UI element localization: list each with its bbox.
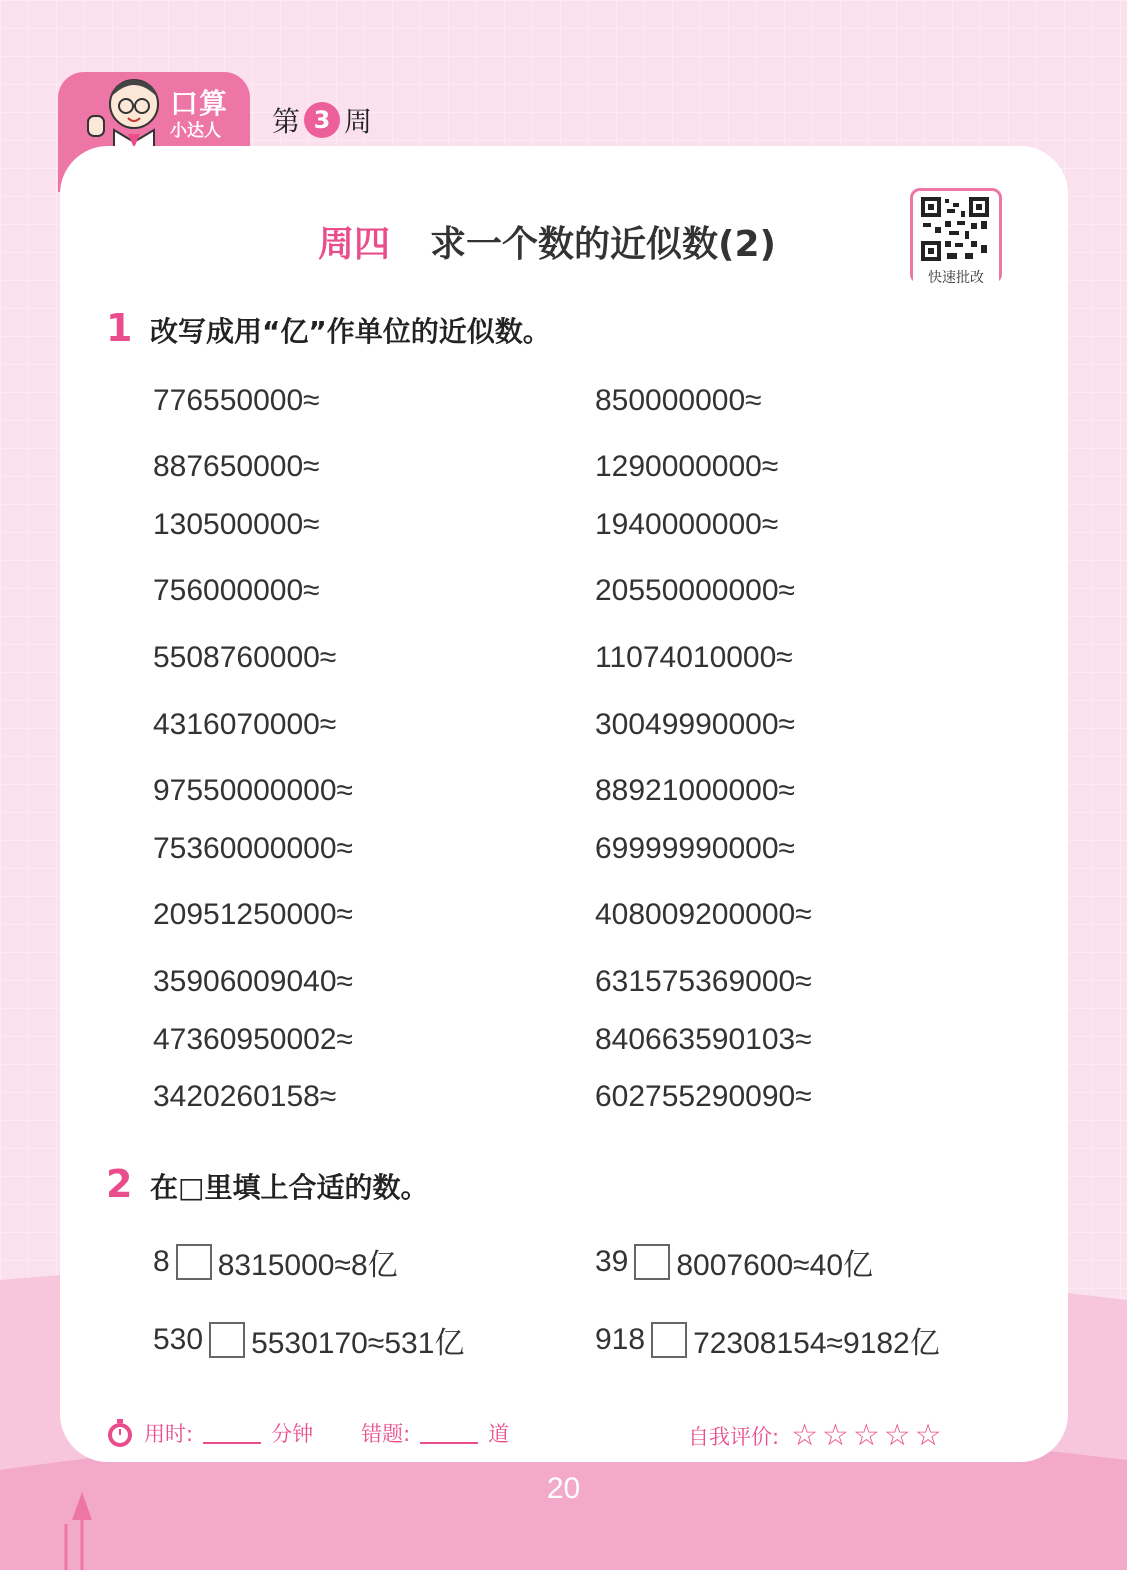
title-day: 周四 — [318, 224, 391, 265]
expr-right-4[interactable]: 20550000000≈ — [595, 574, 795, 607]
self-eval-label: 自我评价: — [688, 1424, 780, 1449]
expr-right-11[interactable]: 840663590103≈ — [595, 1023, 812, 1056]
expr-left-1[interactable]: 776550000≈ — [153, 384, 320, 417]
answer-box[interactable] — [651, 1322, 687, 1358]
answer-box[interactable] — [209, 1322, 245, 1358]
question-2-instruction: 在□里填上合适的数。 — [150, 1171, 429, 1204]
fill-item-4 — [595, 1318, 940, 1362]
answer-box[interactable] — [176, 1244, 212, 1280]
question-1-number: 1 — [106, 306, 133, 350]
week-suffix: 周 — [344, 105, 373, 138]
rating-stars[interactable]: ☆☆☆☆☆ — [791, 1418, 946, 1453]
qr-label: 快速批改 — [913, 267, 999, 287]
expr-right-3[interactable]: 1940000000≈ — [595, 508, 779, 541]
expr-right-5[interactable]: 11074010000≈ — [595, 641, 793, 674]
expr-left-12[interactable]: 3420260158≈ — [153, 1080, 337, 1113]
fill-item-prefix: 39 — [595, 1245, 629, 1278]
expr-left-3[interactable]: 130500000≈ — [153, 508, 320, 541]
expr-left-8[interactable]: 75360000000≈ — [153, 832, 353, 865]
week-prefix: 第 — [272, 105, 301, 138]
fill-item-suffix: 5530170≈531亿 — [251, 1327, 465, 1360]
errors-input[interactable] — [420, 1422, 478, 1444]
question-2-number: 2 — [106, 1162, 133, 1206]
expr-right-2[interactable]: 1290000000≈ — [595, 450, 779, 483]
footer-self-eval — [688, 1418, 946, 1453]
expr-left-4[interactable]: 756000000≈ — [153, 574, 320, 607]
errors-label: 错题: — [361, 1422, 411, 1446]
fill-item-suffix: 8007600≈40亿 — [676, 1249, 874, 1282]
week-number-badge: 3 — [304, 102, 340, 138]
qr-code[interactable] — [910, 188, 1002, 284]
expr-right-7[interactable]: 88921000000≈ — [595, 774, 795, 807]
fill-item-1 — [153, 1240, 398, 1284]
brand-title: 口算 — [170, 87, 229, 120]
fill-item-prefix: 530 — [153, 1323, 204, 1356]
expr-right-9[interactable]: 408009200000≈ — [595, 898, 812, 931]
errors-unit: 道 — [488, 1422, 510, 1446]
footer-time-errors — [106, 1418, 509, 1448]
brand-subtitle: 小达人 — [170, 121, 221, 141]
expr-left-11[interactable]: 47360950002≈ — [153, 1023, 353, 1056]
expr-right-8[interactable]: 69999990000≈ — [595, 832, 795, 865]
title-topic: 求一个数的近似数(2) — [430, 224, 776, 265]
qr-code-icon — [921, 197, 989, 261]
expr-left-2[interactable]: 887650000≈ — [153, 450, 320, 483]
expr-left-5[interactable]: 5508760000≈ — [153, 641, 337, 674]
fill-item-3 — [153, 1318, 464, 1362]
fill-item-prefix: 8 — [153, 1245, 170, 1278]
page-number: 20 — [546, 1472, 581, 1505]
page-title — [318, 216, 776, 267]
question-1-instruction: 改写成用“亿”作单位的近似数。 — [150, 315, 551, 348]
expr-left-9[interactable]: 20951250000≈ — [153, 898, 353, 931]
expr-right-6[interactable]: 30049990000≈ — [595, 708, 795, 741]
time-input[interactable] — [203, 1422, 261, 1444]
fill-item-suffix: 72308154≈9182亿 — [693, 1327, 940, 1360]
answer-box[interactable] — [634, 1244, 670, 1280]
expr-right-10[interactable]: 631575369000≈ — [595, 965, 812, 998]
expr-right-1[interactable]: 850000000≈ — [595, 384, 762, 417]
expr-left-6[interactable]: 4316070000≈ — [153, 708, 337, 741]
time-unit: 分钟 — [271, 1422, 314, 1446]
fill-item-prefix: 918 — [595, 1323, 646, 1356]
expr-left-10[interactable]: 35906009040≈ — [153, 965, 353, 998]
fill-item-2 — [595, 1240, 873, 1284]
mascot-icon — [82, 72, 172, 152]
time-label: 用时: — [144, 1422, 194, 1446]
pencil-decoration-icon — [50, 1490, 100, 1570]
stopwatch-icon — [106, 1418, 134, 1448]
fill-item-suffix: 8315000≈8亿 — [217, 1249, 398, 1282]
expr-left-7[interactable]: 97550000000≈ — [153, 774, 353, 807]
week-indicator — [272, 100, 372, 140]
expr-right-12[interactable]: 602755290090≈ — [595, 1080, 812, 1113]
